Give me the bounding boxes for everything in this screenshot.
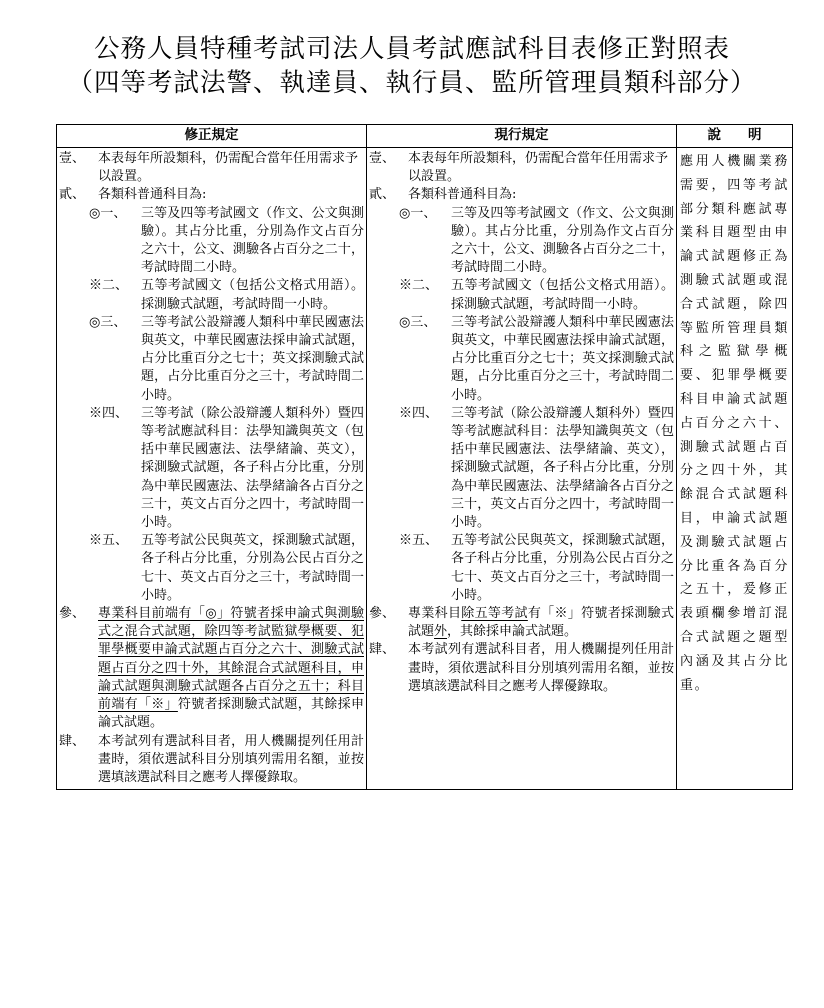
current-subitem-3 xyxy=(369,314,674,405)
current-item-4 xyxy=(369,641,674,696)
item-text: 符號者採測驗式試題，其餘採申論式試題。 xyxy=(98,697,364,731)
header-revised: 修正規定 xyxy=(57,125,367,148)
subitem-text: 三等及四等考試國文（作文、公文與測驗）。其占分比重，分別為作文占百分之六十，公文、測驗各占百分之二十，考試時間二小時。 xyxy=(141,205,364,276)
subitem-marker: ※五、 xyxy=(399,533,439,549)
subitem-text: 三等考試（除公設辯護人類科外）暨四等考試應試科目：法學知識與英文（包括中華民國憲法、法學緒論、英文），採測驗式試題，各子科占分比重，分別為中華民國憲法、法學緒論各占百分之三十，英文占百分之四十，考試時間一小時。 xyxy=(141,405,364,531)
title-line-2: （四等考試法警、執達員、執行員、監所管理員類科部分） xyxy=(67,68,757,98)
subitem-marker: ◎一、 xyxy=(89,205,127,221)
current-subitem-4 xyxy=(369,405,674,532)
header-note: 說 明 xyxy=(677,125,793,148)
item-text: 各類科普通科目為: xyxy=(98,187,207,203)
subitem-text: 五等考試國文（包括公文格式用語）。採測驗式試題，考試時間一小時。 xyxy=(451,278,674,312)
header-current: 現行規定 xyxy=(367,125,677,148)
subitem-text: 三等考試公設辯護人類科中華民國憲法與英文，中華民國憲法採申論式試題，占分比重百分之七十；英文採測驗式試題，占分比重百分之三十，考試時間二小時。 xyxy=(451,314,674,403)
subitem-text: 三等及四等考試國文（作文、公文與測驗）。其占分比重，分別為作文占百分之六十，公文、測驗各占百分之二十，考試時間二小時。 xyxy=(451,205,674,276)
revised-subitem-2 xyxy=(59,277,364,313)
table-row xyxy=(57,148,793,790)
item-marker: 貳、 xyxy=(59,187,86,203)
note-cell xyxy=(677,148,793,790)
subitem-marker: ※四、 xyxy=(399,405,439,421)
item-marker: 參、 xyxy=(369,606,396,622)
item-marker: 參、 xyxy=(59,606,86,622)
current-cell xyxy=(367,148,677,790)
item-marker: 肆、 xyxy=(369,642,396,658)
revised-subitem-5 xyxy=(59,532,364,605)
item-marker: 壹、 xyxy=(59,151,86,166)
subitem-text: 五等考試國文（包括公文格式用語）。採測驗式試題，考試時間一小時。 xyxy=(141,278,364,312)
note-text: 應用人機關業務需要，四等考試部分類科應試專業科目題型由申論式試題修正為測驗式試題或混合式試題，除四等監所管理員類科之監獄學概要、犯罪學概要科目申論式試題占百分之六十、測驗式試題占百分之四十外，其餘混合式試題科目，申論式試題及測驗式試題占分比重各為百分之五十，爰修正表頭欄參增訂混合式試題之題型內涵及其占分比重。 xyxy=(680,154,789,693)
current-subitem-2 xyxy=(369,277,674,313)
subitem-marker: ◎三、 xyxy=(89,314,127,330)
current-subitem-1 xyxy=(369,205,674,278)
item-text: ，其餘採申論式試題。 xyxy=(447,624,578,640)
table-header-row xyxy=(57,125,793,148)
subitem-marker: ◎一、 xyxy=(399,205,437,221)
current-item-1 xyxy=(369,150,674,186)
item-text: 本考試列有選試科目者，用人機關提列任用計畫時，須依選試科目分別填列需用名額，並按選填該選試科目之應考人擇優錄取。 xyxy=(408,642,674,694)
revised-item-2 xyxy=(59,186,364,204)
item-marker: 肆、 xyxy=(59,733,86,749)
comparison-table xyxy=(56,124,793,790)
subitem-text: 三等考試（除公設辯護人類科外）暨四等考試應試科目：法學知識與英文（包括中華民國憲法、法學緒論、英文），採測驗式試題，各子科占分比重，分別為中華民國憲法、法學緒論各占百分之三十，英文占百分之四十，考試時間一小時。 xyxy=(451,405,674,531)
subitem-marker: ◎三、 xyxy=(399,314,437,330)
revised-item-1 xyxy=(59,150,364,186)
item-text: 本考試列有選試科目者，用人機關提列任用計畫時，須依選試科目分別填列需用名額，並按選填該選試科目之應考人擇優錄取。 xyxy=(98,733,364,785)
item-text: 本表每年所設類科，仍需配合當年任用需求予以設置。 xyxy=(98,151,359,185)
revised-subitem-3 xyxy=(59,314,364,405)
revised-subitem-1 xyxy=(59,205,364,278)
subitem-marker: ※五、 xyxy=(89,533,129,549)
item-text: 本表每年所設類科，仍需配合當年任用需求予以設置。 xyxy=(408,151,669,185)
amended-text: 專業科目前端有「◎」符號者採申論式與測驗式之混合式試題，除四等考試監獄學概要、犯罪學概要申論式試題占百分之六十、測驗式試題占百分之四十外，其餘混合式試題科目，申論式試題與測驗式試題各占百分之五十；科目前端有「※」 xyxy=(98,606,364,713)
revised-item-3 xyxy=(59,605,364,732)
subitem-marker: ※二、 xyxy=(89,278,129,294)
item-marker: 壹、 xyxy=(369,151,396,166)
item-text: 各類科普通科目為: xyxy=(408,187,517,203)
item-text: 有「※」符號者採測驗式試題 xyxy=(408,606,674,640)
underlined-text: 除五等考試 xyxy=(461,606,528,622)
document-title xyxy=(0,34,824,98)
subitem-marker: ※二、 xyxy=(399,278,439,294)
underlined-text: 外 xyxy=(434,624,448,640)
subitem-text: 三等考試公設辯護人類科中華民國憲法與英文，中華民國憲法採申論式試題，占分比重百分之七十；英文採測驗式試題，占分比重百分之三十，考試時間二小時。 xyxy=(141,314,364,403)
revised-cell xyxy=(57,148,367,790)
current-item-3 xyxy=(369,605,674,641)
revised-subitem-4 xyxy=(59,405,364,532)
revised-item-4 xyxy=(59,733,364,788)
subitem-marker: ※四、 xyxy=(89,405,129,421)
current-subitem-5 xyxy=(369,532,674,605)
current-item-2 xyxy=(369,186,674,204)
subitem-text: 五等考試公民與英文，採測驗式試題，各子科占分比重，分別為公民占百分之七十、英文占百分之三十，考試時間一小時。 xyxy=(141,533,364,603)
title-line-1: 公務人員特種考試司法人員考試應試科目表修正對照表 xyxy=(93,34,730,64)
item-marker: 貳、 xyxy=(369,187,396,203)
subitem-text: 五等考試公民與英文，採測驗式試題，各子科占分比重，分別為公民占百分之七十、英文占百分之三十，考試時間一小時。 xyxy=(451,533,674,603)
item-text: 專業科目 xyxy=(408,606,462,622)
